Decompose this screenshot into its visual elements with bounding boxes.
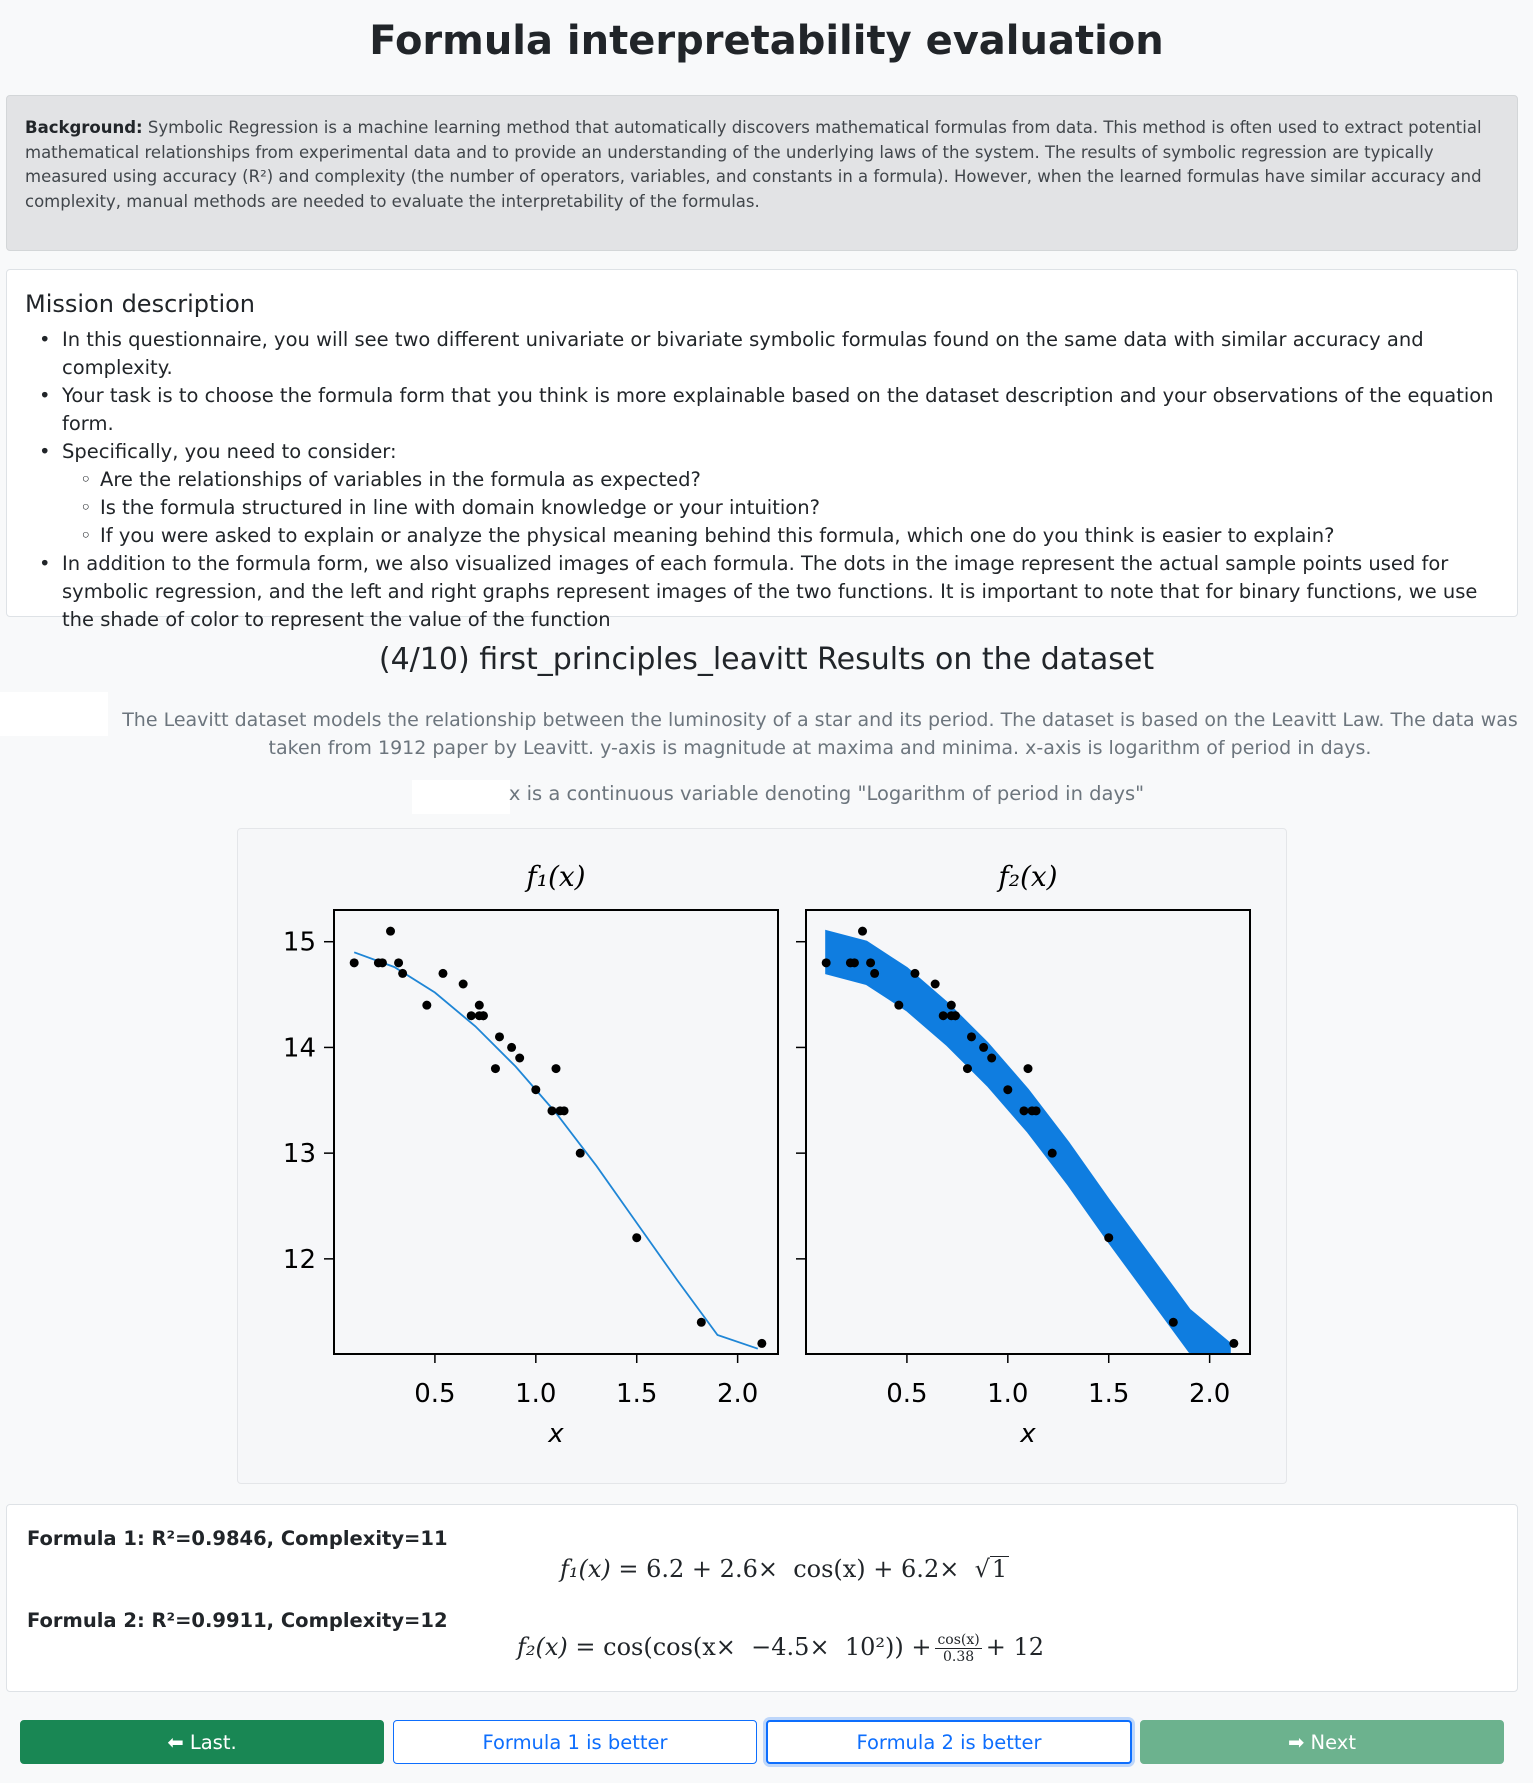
sublist-item: ◦ Are the relationships of variables in the formula as expected? xyxy=(62,466,1499,494)
f2-band-area xyxy=(826,931,1230,1354)
background-alert xyxy=(6,95,1518,251)
sample-point xyxy=(576,1149,585,1158)
list-item: • Your task is to choose the formula form that you think is more explainable based on the dataset description and your observations of the equation form. xyxy=(25,382,1499,438)
chart-card xyxy=(237,828,1287,1484)
sample-point xyxy=(1019,1106,1028,1115)
sample-point xyxy=(910,969,919,978)
variable-description xyxy=(0,782,1533,805)
x-tick-label: 2.0 xyxy=(716,1379,759,1409)
mission-heading: Mission description xyxy=(25,290,256,318)
formula-1-equation: f₁(x) = 6.2 + 2.6× cos(x) + 6.2× √1 xyxy=(560,1555,1008,1583)
list-item: • In this questionnaire, you will see two different univariate or bivariate symbolic formulas found on the same data with similar accuracy and complexity. xyxy=(25,326,1499,382)
x-tick-label: 1.5 xyxy=(1088,1379,1130,1409)
x-tick-label: 1.5 xyxy=(616,1379,658,1409)
sample-point xyxy=(947,1001,956,1010)
sample-point xyxy=(931,980,940,989)
dataset-title: (4/10) first_principles_leavitt Results on the dataset xyxy=(378,642,1155,677)
y-tick-label: 14 xyxy=(282,1033,316,1064)
sample-point xyxy=(531,1085,540,1094)
sample-point xyxy=(467,1011,476,1020)
sample-point xyxy=(967,1032,976,1041)
sample-point xyxy=(398,969,407,978)
sample-point xyxy=(507,1043,516,1052)
sample-point xyxy=(850,958,859,967)
sample-point xyxy=(1048,1149,1057,1158)
list-item-text: Specifically, you need to consider: xyxy=(62,440,397,463)
sample-point xyxy=(757,1339,766,1348)
variable-text: x is a continuous variable denoting "Logarithm of period in days" xyxy=(508,782,1145,805)
page-title: Formula interpretability evaluation xyxy=(369,18,1164,64)
sample-point xyxy=(1032,1106,1041,1115)
mission-list xyxy=(25,326,1499,634)
sample-point xyxy=(697,1318,706,1327)
list-item xyxy=(25,438,1499,550)
sample-point xyxy=(459,980,468,989)
x-tick-label: 0.5 xyxy=(414,1379,456,1409)
sample-point xyxy=(866,958,875,967)
sublist-item: ◦ Is the formula structured in line with domain knowledge or your intuition? xyxy=(62,494,1499,522)
sample-point xyxy=(979,1043,988,1052)
sample-point xyxy=(547,1106,556,1115)
sample-point xyxy=(632,1233,641,1242)
sample-point xyxy=(1169,1318,1178,1327)
sample-point xyxy=(515,1054,524,1063)
formula-2-equation xyxy=(517,1633,1044,1664)
sample-point xyxy=(560,1106,569,1115)
fraction-denominator: 0.38 xyxy=(943,1649,975,1665)
sample-point xyxy=(378,958,387,967)
background-text: Symbolic Regression is a machine learning method that automatically discovers mathematical formulas from data. This method is often used to extract potential mathematical relationships from experimental data and to provide an understanding of the underlying laws of the system. The results of symbolic regression are typically measured using accuracy (R²) and complexity (the number of operators, variables, and constants in a formula). However, when the learned formulas have similar accuracy and complexity, manual methods are needed to evaluate the interpretability of the formulas. xyxy=(25,118,1482,211)
last-button[interactable]: ⬅ Last. xyxy=(20,1720,384,1764)
sample-point xyxy=(963,1064,972,1073)
sample-point xyxy=(1024,1064,1033,1073)
y-tick-label: 15 xyxy=(282,927,316,958)
formula-2-tail: + 12 xyxy=(985,1633,1045,1661)
sample-point xyxy=(479,1011,488,1020)
sample-point xyxy=(1003,1085,1012,1094)
x-tick-label: 1.0 xyxy=(987,1379,1029,1409)
formula-2-better-button[interactable]: Formula 2 is better xyxy=(766,1720,1132,1764)
chart-title: f₂(x) xyxy=(998,860,1058,893)
formula-plots xyxy=(238,829,1288,1485)
dataset-description: The Leavitt dataset models the relationship between the luminosity of a star and its period. The dataset is based on the Leavitt Law. The data was taken from 1912 paper by Leavitt. y-axis is magnitude at maxima and minima. x-axis is logarithm of period in days. xyxy=(122,709,1518,759)
sample-point xyxy=(939,1011,948,1020)
sample-point xyxy=(987,1054,996,1063)
formula-2-label: Formula 2: R²=0.9911, Complexity=12 xyxy=(27,1609,448,1632)
x-tick-label: 1.0 xyxy=(515,1379,557,1409)
next-button[interactable]: ➡ Next xyxy=(1140,1720,1504,1764)
sample-point xyxy=(552,1064,561,1073)
sample-point xyxy=(438,969,447,978)
sample-point xyxy=(422,1001,431,1010)
formula-2-fraction xyxy=(935,1633,981,1664)
sample-point xyxy=(894,1001,903,1010)
sample-point xyxy=(394,958,403,967)
f1-curve-line xyxy=(354,952,758,1348)
sample-point xyxy=(858,927,867,936)
sample-point xyxy=(870,969,879,978)
mission-sublist xyxy=(62,466,1499,550)
sample-point xyxy=(386,927,395,936)
formula-card xyxy=(6,1504,1518,1692)
sublist-item: ◦ If you were asked to explain or analyze the physical meaning behind this formula, which one do you think is easier to explain? xyxy=(62,522,1499,550)
sample-point xyxy=(951,1011,960,1020)
sample-point xyxy=(491,1064,500,1073)
mission-card xyxy=(6,269,1518,631)
formula-1-body: = 6.2 + 2.6× cos(x) + 6.2× xyxy=(610,1555,975,1583)
sample-point xyxy=(1104,1233,1113,1242)
sample-point xyxy=(495,1032,504,1041)
x-tick-label: 2.0 xyxy=(1188,1379,1231,1409)
formula-2-body: = cos(cos(x× −4.5× 10²)) + xyxy=(567,1633,932,1661)
formula-2-lhs: f₂(x) xyxy=(517,1633,568,1661)
formula-1-radicand: 1 xyxy=(991,1555,1008,1583)
list-item: • In addition to the formula form, we also visualized images of each formula. The dots in the image represent the actual sample points used for symbolic regression, and the left and right graphs represent images of the two functions. It is important to note that for binary functions, we use the shade of color to represent the value of the function xyxy=(25,550,1499,634)
x-axis-label: x xyxy=(1020,1419,1036,1449)
formula-1-better-button[interactable]: Formula 1 is better xyxy=(393,1720,757,1764)
formula-1-lhs: f₁(x) xyxy=(560,1555,611,1583)
sample-point xyxy=(475,1001,484,1010)
x-tick-label: 0.5 xyxy=(886,1379,928,1409)
sample-point xyxy=(822,958,831,967)
blank-image xyxy=(0,692,108,736)
y-tick-label: 12 xyxy=(282,1244,316,1275)
y-tick-label: 13 xyxy=(282,1139,316,1170)
sample-point xyxy=(1229,1339,1238,1348)
fraction-numerator: cos(x) xyxy=(937,1632,980,1648)
sample-point xyxy=(350,958,359,967)
chart-title: f₁(x) xyxy=(526,860,586,893)
x-axis-label: x xyxy=(548,1419,564,1449)
background-label: Background: xyxy=(25,118,143,137)
formula-1-label: Formula 1: R²=0.9846, Complexity=11 xyxy=(27,1527,448,1550)
